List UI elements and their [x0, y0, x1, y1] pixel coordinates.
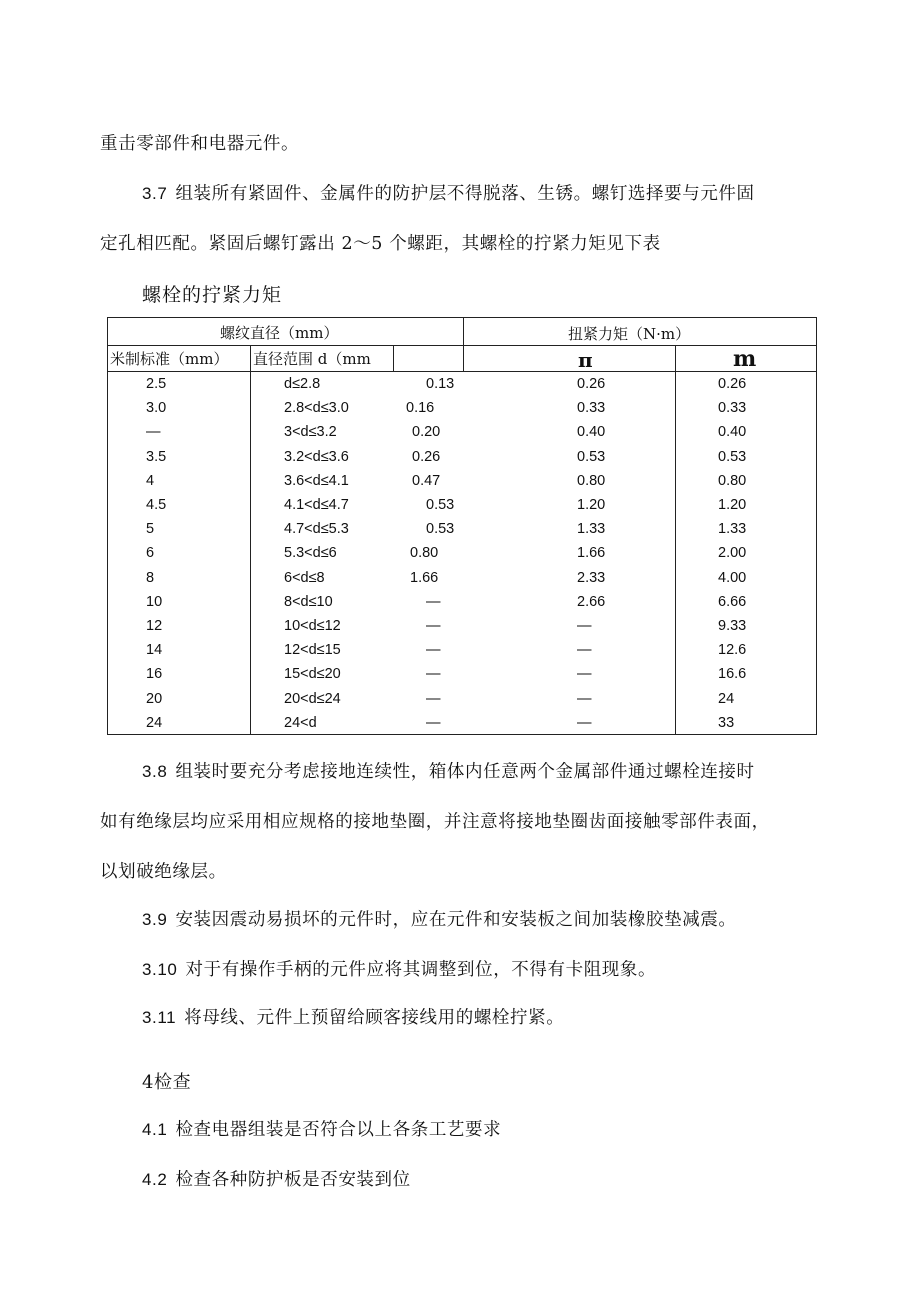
- table-rule: [463, 318, 464, 371]
- cell-torque-col-2: 1.20: [577, 497, 606, 513]
- cell-metric-standard: 4.5: [146, 497, 167, 513]
- cell-torque-col-1: 0.53: [426, 497, 455, 513]
- cell-diameter-range: 6<d≤8: [284, 569, 325, 586]
- cell-torque-col-2: —: [577, 714, 592, 731]
- cell-metric-standard: 5: [146, 521, 155, 538]
- cell-diameter-range: 24<d: [284, 714, 317, 731]
- cell-diameter-range: 2.8<d≤3.0: [284, 400, 349, 417]
- cell-metric-standard: 14: [146, 642, 163, 659]
- torque-table: [107, 317, 817, 735]
- clause-3-7-line-1: [142, 180, 755, 205]
- cell-torque-col-1: —: [426, 593, 441, 610]
- cell-diameter-range: 4.1<d≤4.7: [284, 497, 349, 513]
- cell-torque-col-1: 0.20: [412, 424, 441, 441]
- cell-torque-col-3: 4.00: [718, 569, 747, 586]
- clause-text: 组装时要充分考虑接地连续性，箱体内任意两个金属部件通过螺栓连接时: [175, 762, 755, 782]
- clause-number: 4.1: [142, 1120, 168, 1139]
- clause-number: 3.11: [142, 1008, 177, 1027]
- cell-torque-col-1: 1.66: [410, 569, 439, 586]
- cell-torque-col-2: 2.33: [577, 569, 606, 586]
- clause-text: 将母线、元件上预留给顾客接线用的螺栓拧紧。: [184, 1008, 565, 1028]
- cell-metric-standard: 8: [146, 569, 155, 586]
- header-symbol-a: π: [578, 348, 593, 372]
- header-thread-diameter: 螺纹直径（mm）: [220, 324, 339, 342]
- cell-diameter-range: 4.7<d≤5.3: [284, 521, 349, 538]
- clause-number: 3.8: [142, 762, 168, 781]
- cell-metric-standard: —: [146, 424, 161, 441]
- cell-torque-col-3: 6.66: [718, 593, 747, 610]
- cell-torque-col-2: 0.26: [577, 376, 606, 392]
- clause-number: 3.10: [142, 960, 178, 979]
- table-rule: [108, 345, 816, 346]
- table-rule: [675, 345, 676, 734]
- cell-diameter-range: 12<d≤15: [284, 642, 341, 659]
- cell-diameter-range: d≤2.8: [284, 376, 321, 392]
- cell-torque-col-3: 12.6: [718, 642, 747, 659]
- cell-torque-col-3: 24: [718, 690, 735, 707]
- cell-torque-col-3: 1.20: [718, 497, 747, 513]
- clause-number: 3.7: [142, 184, 168, 203]
- section-4-heading: 4检查: [142, 1072, 192, 1093]
- cell-torque-col-1: 0.53: [426, 521, 455, 538]
- cell-torque-col-1: 0.13: [426, 376, 455, 392]
- cell-torque-col-1: —: [426, 618, 441, 634]
- cell-metric-standard: 6: [146, 545, 155, 562]
- clause-3-10: [142, 956, 656, 981]
- cell-torque-col-2: —: [577, 690, 592, 707]
- clause-3-8-line-2: 如有绝缘层均应采用相应规格的接地垫圈，并注意将接地垫圈齿面接触零部件表面，: [100, 812, 770, 832]
- cell-torque-col-2: 0.40: [577, 424, 606, 441]
- table-title: 螺栓的拧紧力矩: [142, 284, 283, 306]
- cell-torque-col-1: —: [426, 642, 441, 659]
- cell-diameter-range: 8<d≤10: [284, 593, 333, 610]
- cell-torque-col-3: 16.6: [718, 666, 747, 683]
- cell-metric-standard: 4: [146, 472, 155, 489]
- clause-4-1: [142, 1116, 501, 1141]
- cell-diameter-range: 15<d≤20: [284, 666, 341, 683]
- cell-torque-col-2: 2.66: [577, 593, 606, 610]
- header-torque: 扭紧力矩（N·m）: [568, 325, 691, 343]
- clause-3-7-line-2: 定孔相匹配。紧固后螺钉露出 2～5 个螺距，其螺栓的拧紧力矩见下表: [100, 234, 661, 254]
- cell-metric-standard: 12: [146, 618, 163, 634]
- cell-torque-col-2: 0.33: [577, 400, 606, 417]
- cell-torque-col-3: 9.33: [718, 618, 747, 634]
- table-rule: [250, 345, 251, 734]
- paragraph-continuation: 重击零部件和电器元件。: [100, 134, 300, 154]
- cell-torque-col-1: —: [426, 714, 441, 731]
- header-symbol-b: m: [733, 346, 757, 372]
- cell-torque-col-2: 1.66: [577, 545, 606, 562]
- cell-diameter-range: 20<d≤24: [284, 690, 341, 707]
- cell-metric-standard: 10: [146, 593, 163, 610]
- cell-diameter-range: 3.6<d≤4.1: [284, 472, 349, 489]
- cell-torque-col-2: 0.53: [577, 448, 606, 465]
- cell-torque-col-1: —: [426, 666, 441, 683]
- clause-text: 组装所有紧固件、金属件的防护层不得脱落、生锈。螺钉选择要与元件固: [175, 184, 755, 204]
- clause-3-11: [142, 1004, 564, 1029]
- header-metric-standard: 米制标准（mm）: [110, 350, 229, 368]
- cell-torque-col-2: —: [577, 618, 592, 634]
- cell-torque-col-3: 2.00: [718, 545, 747, 562]
- cell-torque-col-3: 33: [718, 714, 735, 731]
- clause-text: 检查电器组装是否符合以上各条工艺要求: [175, 1120, 502, 1140]
- cell-torque-col-2: 1.33: [577, 521, 606, 538]
- table-rule: [108, 371, 816, 372]
- cell-diameter-range: 5.3<d≤6: [284, 545, 337, 562]
- cell-torque-col-3: 0.40: [718, 424, 747, 441]
- clause-3-9: [142, 906, 737, 931]
- cell-torque-col-3: 0.80: [718, 472, 747, 489]
- cell-torque-col-1: —: [426, 690, 441, 707]
- cell-torque-col-3: 1.33: [718, 521, 747, 538]
- cell-torque-col-1: 0.16: [406, 400, 435, 417]
- cell-diameter-range: 10<d≤12: [284, 618, 341, 634]
- cell-torque-col-2: 0.80: [577, 472, 606, 489]
- cell-torque-col-3: 0.53: [718, 448, 747, 465]
- cell-metric-standard: 2.5: [146, 376, 167, 392]
- cell-metric-standard: 20: [146, 690, 163, 707]
- cell-metric-standard: 24: [146, 714, 163, 731]
- clause-3-8-line-1: [142, 758, 755, 783]
- table-rule: [393, 345, 394, 371]
- cell-torque-col-1: 0.47: [412, 472, 441, 489]
- cell-diameter-range: 3.2<d≤3.6: [284, 448, 349, 465]
- cell-torque-col-1: 0.80: [410, 545, 439, 562]
- clause-text: 检查各种防护板是否安装到位: [175, 1170, 411, 1190]
- cell-torque-col-2: —: [577, 666, 592, 683]
- clause-number: 4.2: [142, 1170, 168, 1189]
- cell-metric-standard: 3.0: [146, 400, 167, 417]
- cell-diameter-range: 3<d≤3.2: [284, 424, 337, 441]
- clause-number: 3.9: [142, 910, 168, 929]
- header-diameter-range: 直径范围 d（mm: [253, 350, 371, 368]
- clause-3-8-line-3: 以划破绝缘层。: [100, 862, 227, 882]
- clause-4-2: [142, 1166, 411, 1191]
- cell-metric-standard: 16: [146, 666, 163, 683]
- cell-torque-col-3: 0.26: [718, 376, 747, 392]
- cell-metric-standard: 3.5: [146, 448, 167, 465]
- clause-text: 安装因震动易损坏的元件时，应在元件和安装板之间加装橡胶垫减震。: [175, 910, 737, 930]
- cell-torque-col-3: 0.33: [718, 400, 747, 417]
- cell-torque-col-1: 0.26: [412, 448, 441, 465]
- cell-torque-col-2: —: [577, 642, 592, 659]
- clause-text: 对于有操作手柄的元件应将其调整到位，不得有卡阻现象。: [185, 960, 657, 980]
